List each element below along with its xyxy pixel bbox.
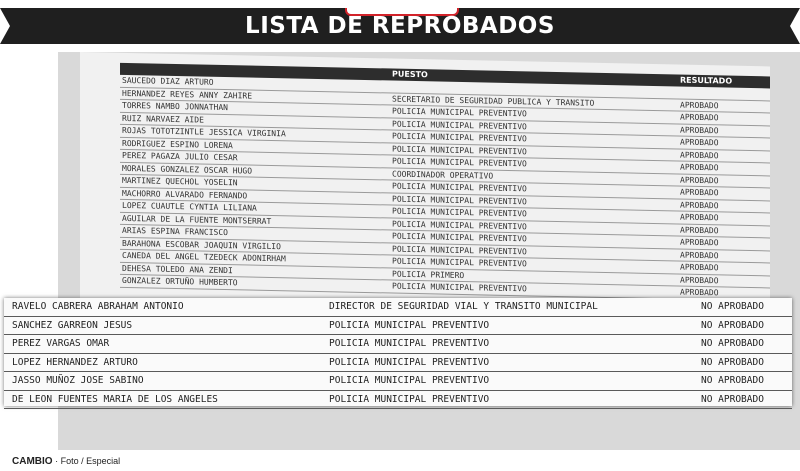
cell-name: BARAHONA ESCOBAR JOAQUIN VIRGILIO <box>122 238 281 251</box>
cell-resultado: APROBADO <box>680 112 719 123</box>
cell-puesto: POLICIA MUNICIPAL PREVENTIVO <box>392 194 527 206</box>
cell-puesto: POLICIA MUNICIPAL PREVENTIVO <box>392 244 527 256</box>
cell-name: MARTINEZ QUECHOL YOSELIN <box>122 175 238 188</box>
cell-puesto: POLICIA MUNICIPAL PREVENTIVO <box>392 231 527 244</box>
cell-puesto: DIRECTOR DE SEGURIDAD VIAL Y TRANSITO MUNICIPAL <box>329 301 598 312</box>
failed-row <box>4 335 792 354</box>
cell-puesto: POLICIA PRIMERO <box>392 269 465 280</box>
cell-name: PEREZ PAGAZA JULIO CESAR <box>122 150 238 163</box>
cell-name: HERNANDEZ REYES ANNY ZAHIRE <box>122 88 253 101</box>
cell-puesto: POLICIA MUNICIPAL PREVENTIVO <box>329 319 490 331</box>
cell-puesto: POLICIA MUNICIPAL PREVENTIVO <box>392 181 527 194</box>
brand-logo: CAMBIO <box>12 456 53 467</box>
cell-name: LOPEZ CUAUTLE CYNTIA LILIANA <box>122 200 257 213</box>
cell-puesto: POLICIA MUNICIPAL PREVENTIVO <box>392 119 527 131</box>
cell-resultado: APROBADO <box>680 275 719 285</box>
cell-resultado: NO APROBADO <box>701 338 764 349</box>
cell-resultado: NO APROBADO <box>701 356 764 368</box>
cell-resultado: APROBADO <box>680 100 719 110</box>
cell-name: PEREZ VARGAS OMAR <box>12 338 110 349</box>
results-table <box>120 75 770 301</box>
cell-resultado: APROBADO <box>680 125 719 135</box>
cell-name: SAUCEDO DIAZ ARTURO <box>122 75 214 87</box>
failed-row <box>4 298 792 317</box>
cell-resultado: APROBADO <box>680 175 719 185</box>
cell-resultado: APROBADO <box>680 162 719 173</box>
cell-resultado: NO APROBADO <box>701 375 764 386</box>
cell-puesto: POLICIA MUNICIPAL PREVENTIVO <box>392 206 527 219</box>
cell-name: MORALES GONZALEZ OSCAR HUGO <box>122 163 253 176</box>
page-title: LISTA DE REPROBADOS <box>245 13 555 39</box>
cell-name: SANCHEZ GARREON JESUS <box>12 319 133 331</box>
cell-resultado: APROBADO <box>680 187 719 198</box>
failed-row <box>4 354 792 373</box>
cell-name: RUIZ NARVAEZ AIDE <box>122 113 204 125</box>
cell-puesto: COORDINADOR OPERATIVO <box>392 169 494 181</box>
cell-resultado: NO APROBADO <box>701 301 764 312</box>
cell-name: GONZALEZ ORTUÑO HUMBERTO <box>122 275 238 288</box>
failed-row <box>4 317 792 336</box>
cell-resultado: APROBADO <box>680 150 719 160</box>
cell-resultado: APROBADO <box>680 200 719 210</box>
cell-puesto: POLICIA MUNICIPAL PREVENTIVO <box>392 156 527 169</box>
cell-name: RAVELO CABRERA ABRAHAM ANTONIO <box>12 301 184 312</box>
cell-name: MACHORRO ALVARADO FERNANDO <box>122 188 248 201</box>
cell-resultado: NO APROBADO <box>701 319 764 331</box>
cell-puesto: POLICIA MUNICIPAL PREVENTIVO <box>329 375 490 386</box>
title-banner <box>0 8 800 44</box>
cell-puesto: POLICIA MUNICIPAL PREVENTIVO <box>329 356 490 368</box>
highlighted-failed-list <box>4 298 792 406</box>
cell-puesto: POLICIA MUNICIPAL PREVENTIVO <box>392 256 527 269</box>
cell-name: DEHESA TOLEDO ANA ZENDI <box>122 263 233 275</box>
credit-text: · Foto / Especial <box>55 456 121 466</box>
cell-puesto: SECRETARIO DE SEGURIDAD PUBLICA Y TRANSITO <box>392 94 595 108</box>
cell-name: TORRES NAMBO JONNATHAN <box>122 100 228 113</box>
cell-resultado: APROBADO <box>680 250 719 260</box>
cell-name: JASSO MUÑOZ JOSE SABINO <box>12 375 144 386</box>
cell-name: RODRIGUEZ ESPINO LORENA <box>122 138 233 150</box>
cell-name: LOPEZ HERNANDEZ ARTURO <box>12 356 138 368</box>
failed-row <box>4 372 792 391</box>
cell-name: CANEDA DEL ANGEL TZEDECK ADONIRHAM <box>122 250 286 264</box>
cell-resultado: APROBADO <box>680 137 719 148</box>
photo-credit <box>12 456 120 467</box>
cell-puesto: POLICIA MUNICIPAL PREVENTIVO <box>392 281 527 294</box>
cell-name: DE LEON FUENTES MARIA DE LOS ANGELES <box>12 393 218 405</box>
column-header-puesto: PUESTO <box>392 69 428 80</box>
cell-name: ARIAS ESPINA FRANCISCO <box>122 225 228 238</box>
cell-resultado: APROBADO <box>680 287 719 298</box>
cell-puesto: POLICIA MUNICIPAL PREVENTIVO <box>392 219 527 231</box>
cell-name: AGUILAR DE LA FUENTE MONTSERRAT <box>122 213 272 226</box>
paper-sheet <box>80 52 770 326</box>
column-header-resultado: RESULTADO <box>680 75 733 86</box>
cell-name: ROJAS TOTOTZINTLE JESSICA VIRGINIA <box>122 125 286 139</box>
cell-puesto: POLICIA MUNICIPAL PREVENTIVO <box>329 338 490 349</box>
cell-puesto: POLICIA MUNICIPAL PREVENTIVO <box>392 131 527 144</box>
cell-resultado: APROBADO <box>680 262 719 273</box>
cell-puesto: POLICIA MUNICIPAL PREVENTIVO <box>392 144 527 156</box>
cell-resultado: APROBADO <box>680 225 719 235</box>
cell-resultado: APROBADO <box>680 212 719 223</box>
cell-puesto: POLICIA MUNICIPAL PREVENTIVO <box>392 106 527 119</box>
cell-resultado: NO APROBADO <box>701 393 764 405</box>
failed-row <box>4 391 792 410</box>
cell-resultado: APROBADO <box>680 237 719 248</box>
cell-puesto: POLICIA MUNICIPAL PREVENTIVO <box>329 393 490 405</box>
